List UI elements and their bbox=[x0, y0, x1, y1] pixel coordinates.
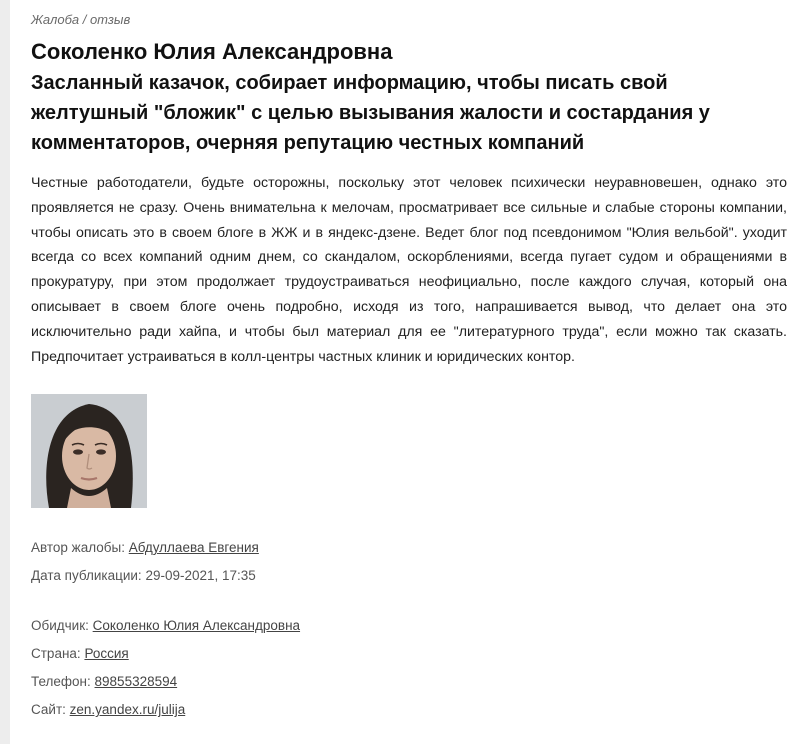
date-row bbox=[31, 562, 787, 590]
phone-link[interactable]: 89855328594 bbox=[94, 674, 178, 690]
article-body: Честные работодатели, будьте осторожны, поскольку этот человек психически неуравновешен, однако это проявляется не сразу. Очень внимательна к мелочам, просматривает все сильные и слабые стороны компании, чтобы описать это в своем блоге в ЖЖ и в яндекс-дзене. Ведет блог под псевдонимом "Юлия вельбой". уходит всегда со всех компаний одним днем, со скандалом, оскорблениями, всегда пугает судом и обращениями в прокуратуру, при этом продолжает трудоустраиваться неофициально, после каждого случая, который она описывает в своем блоге очень подробно, исходя из того, напрашивается вывод, что делает она это исключительно ради хайпа, и чтобы был материал для ее "литературного труда", если можно так сказать. Предпочитает устраиваться в колл-центры частных клиник и юридических контор. bbox=[31, 175, 787, 365]
person-photo-illustration bbox=[31, 394, 147, 508]
left-border bbox=[0, 0, 10, 744]
offender-row bbox=[31, 612, 787, 640]
date-label: Дата публикации: bbox=[31, 568, 142, 584]
author-link[interactable]: Абдуллаева Евгения bbox=[128, 540, 259, 556]
author-row bbox=[31, 534, 787, 562]
date-value: 29-09-2021, 17:35 bbox=[145, 568, 256, 584]
complaint-meta bbox=[31, 534, 787, 724]
article bbox=[31, 0, 787, 724]
author-label: Автор жалобы: bbox=[31, 540, 125, 556]
person-photo bbox=[31, 394, 147, 508]
phone-row bbox=[31, 668, 787, 696]
site-link[interactable]: zen.yandex.ru/julija bbox=[69, 702, 186, 718]
country-link[interactable]: Россия bbox=[84, 646, 129, 662]
site-label: Сайт: bbox=[31, 702, 66, 718]
site-row bbox=[31, 696, 787, 724]
country-label: Страна: bbox=[31, 646, 81, 662]
category-label: Жалоба / отзыв bbox=[31, 12, 131, 27]
offender-link[interactable]: Соколенко Юлия Александровна bbox=[92, 618, 301, 634]
article-subtitle: Засланный казачок, собирает информацию, чтобы писать свой желтушный "бложик" с целью вызывания жалости и состардания у комментаторов, очерняя репутацию честных компаний bbox=[31, 72, 710, 154]
offender-label: Обидчик: bbox=[31, 618, 89, 634]
page-title: Соколенко Юлия Александровна bbox=[31, 39, 393, 64]
phone-label: Телефон: bbox=[31, 674, 91, 690]
country-row bbox=[31, 640, 787, 668]
